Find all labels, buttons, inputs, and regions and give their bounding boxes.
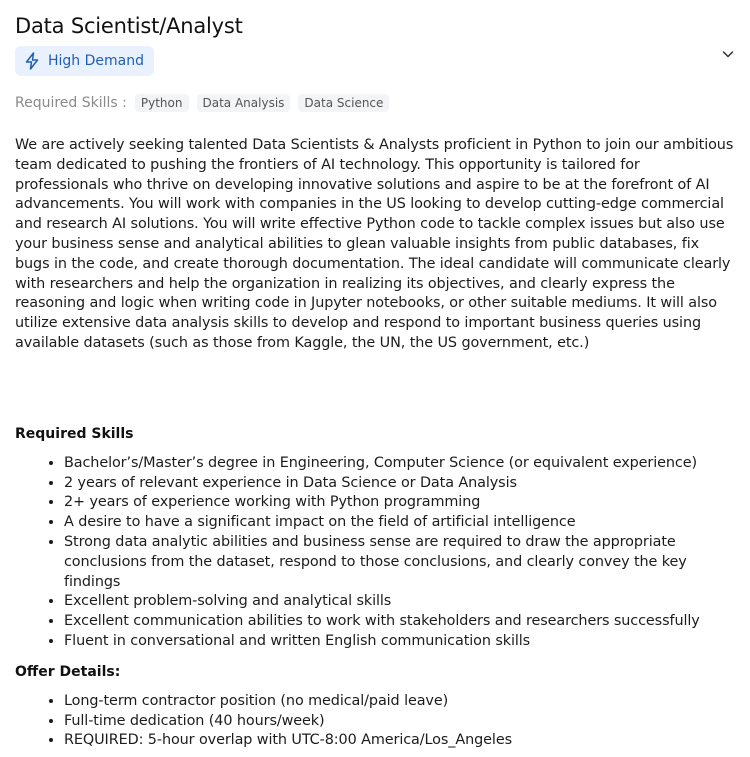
list-item: • REQUIRED: 5-hour overlap with UTC-8:00 America/Los_Angeles <box>64 731 737 751</box>
badge-label: High Demand <box>48 53 144 69</box>
high-demand-badge <box>15 46 154 76</box>
offer-details-list <box>15 692 737 751</box>
lightning-icon <box>24 52 40 70</box>
skill-chip: Data Science <box>298 94 389 112</box>
skills-row <box>15 92 737 114</box>
list-item: • Full-time dedication (40 hours/week) <box>64 712 737 732</box>
skills-label: Required Skills : <box>15 95 127 111</box>
required-skills-list <box>15 454 737 652</box>
list-item: • Bachelor’s/Master’s degree in Engineering, Computer Science (or equivalent experience) <box>64 454 737 474</box>
list-item: • Excellent communication abilities to work with stakeholders and researchers successfully <box>64 612 737 632</box>
offer-details-heading: Offer Details: <box>15 663 121 680</box>
list-item: • A desire to have a significant impact on the field of artificial intelligence <box>64 513 737 533</box>
list-item: • Fluent in conversational and written English communication skills <box>64 632 737 652</box>
list-item: • Excellent problem-solving and analytical skills <box>64 592 737 612</box>
list-item: • 2+ years of experience working with Python programming <box>64 493 737 513</box>
list-item: • Strong data analytic abilities and business sense are required to draw the appropriate conclusions from the dataset, respond to those conclusions, and clearly convey the key findings <box>64 533 737 592</box>
job-title: Data Scientist/Analyst <box>15 14 243 38</box>
job-description: We are actively seeking talented Data Scientists & Analysts proficient in Python to join our ambitious team dedicated to pushing the frontiers of AI technology. This opportunity is tailored for professionals who thrive on developing innovative solutions and aspire to be at the forefront of AI advancements. You will work with companies in the US looking to develop cutting-edge commercial and research AI solutions. You will write effective Python code to tackle complex issues but also use your business sense and analytical abilities to glean valuable insights from public databases, fix bugs in the code, and create thorough documentation. The ideal candidate will communicate clearly with researchers and help the organization in realizing its objectives, and clearly express the reasoning and logic when writing code in Jupyter notebooks, or other suitable mediums. It will also utilize extensive data analysis skills to develop and respond to important business queries using available datasets (such as those from Kaggle, the UN, the US government, etc.) <box>15 137 734 351</box>
skill-chip: Data Analysis <box>197 94 291 112</box>
chevron-down-icon[interactable] <box>720 46 736 62</box>
required-skills-heading: Required Skills <box>15 425 134 442</box>
job-posting <box>15 12 737 751</box>
list-item: • Long-term contractor position (no medical/paid leave) <box>64 692 737 712</box>
skill-chip: Python <box>135 94 189 112</box>
list-item: • 2 years of relevant experience in Data Science or Data Analysis <box>64 474 737 494</box>
